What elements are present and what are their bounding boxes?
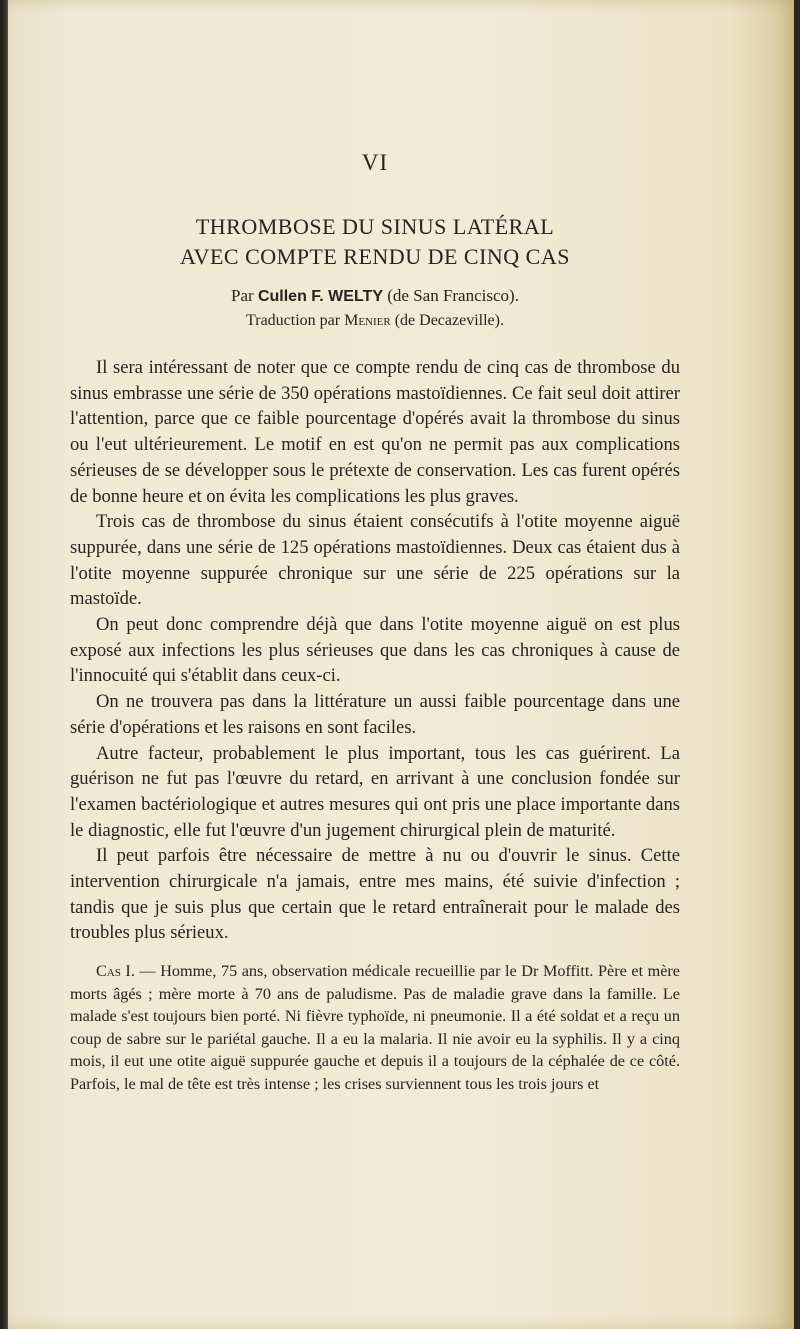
translator-place: (de Decazeville).: [394, 312, 504, 329]
paragraph: On ne trouvera pas dans la littérature un aussi faible pourcentage dans une série d'opérations et les raisons en sont faciles.: [70, 691, 680, 738]
case-report: [70, 960, 680, 1095]
chapter-title-line-2: AVEC COMPTE RENDU DE CINQ CAS: [180, 244, 570, 269]
page-content: [70, 150, 680, 1095]
paragraph: Il peut parfois être nécessaire de mettre à nu ou d'ouvrir le sinus. Cette intervention chirurgicale n'a jamais, entre mes mains, été suivie d'infection ; tandis que je suis plus que certain que le retard entraînerait pour le malade des troubles plus sérieux.: [70, 845, 680, 944]
translator-prefix: Traduction par: [246, 312, 341, 329]
chapter-title-line-1: THROMBOSE DU SINUS LATÉRAL: [195, 214, 555, 239]
case-text: — Homme, 75 ans, observation médicale recueillie par le Dr Moffitt. Père et mère morts âgés ; mère morte à 70 ans de paludisme. Pas de maladie grave dans la famille. Le malade s'est toujours bien porté. Ni fièvre typhoïde, ni pneumonie. Il a été soldat et a reçu un coup de sabre sur le pariétal gauche. Il a eu la malaria. Il nie avoir eu la syphilis. Il y a cinq mois, il eut une otite aiguë suppurée gauche et depuis il a toujours de la céphalée de ce côté. Parfois, le mal de tête est très intense ; les crises surviennent tous les trois jours et: [70, 962, 680, 1093]
author-name: Cullen F. WELTY: [257, 288, 383, 305]
paragraph: Trois cas de thrombose du sinus étaient consécutifs à l'otite moyenne aiguë suppurée, dans une série de 125 opérations mastoïdiennes. Deux cas étaient dus à l'otite moyenne suppurée chronique sur une série de 225 opérations sur la mastoïde.: [70, 511, 680, 610]
paragraph: On peut donc comprendre déjà que dans l'otite moyenne aiguë on est plus exposé aux infections les plus sérieuses que dans les cas chroniques à cause de l'innocuité qui s'établit dans ceux-ci.: [70, 614, 680, 687]
translator-name: Menier: [344, 312, 391, 329]
chapter-number: VI: [361, 150, 389, 175]
translator-line: [70, 309, 680, 333]
book-page: [8, 0, 794, 1329]
author-line: [70, 284, 680, 309]
case-label: Cas I.: [96, 962, 135, 981]
body-text: [70, 355, 680, 946]
author-prefix: Par: [231, 286, 254, 305]
author-place: (de San Francisco).: [387, 286, 519, 305]
paragraph: Il sera intéressant de noter que ce compte rendu de cinq cas de thrombose du sinus embrasse une série de 350 opérations mastoïdiennes. Ce fait seul doit attirer l'attention, parce que ce faible pourcentage d'opérés avait la thrombose du sinus ou l'eut ultérieurement. Le motif en est qu'on ne permit pas aux complications sérieuses de se développer sous le prétexte de conservation. Les cas furent opérés de bonne heure et on évita les complications les plus graves.: [70, 357, 680, 507]
case-paragraph: [70, 960, 680, 1095]
paragraph: Autre facteur, probablement le plus important, tous les cas guérirent. La guérison ne fut pas l'œuvre du retard, en arrivant à une conclusion fondée sur l'examen bactériologique et autres mesures qui ont pris une place importante dans le diagnostic, elle fut l'œuvre d'un jugement chirurgical plein de maturité.: [70, 742, 680, 841]
